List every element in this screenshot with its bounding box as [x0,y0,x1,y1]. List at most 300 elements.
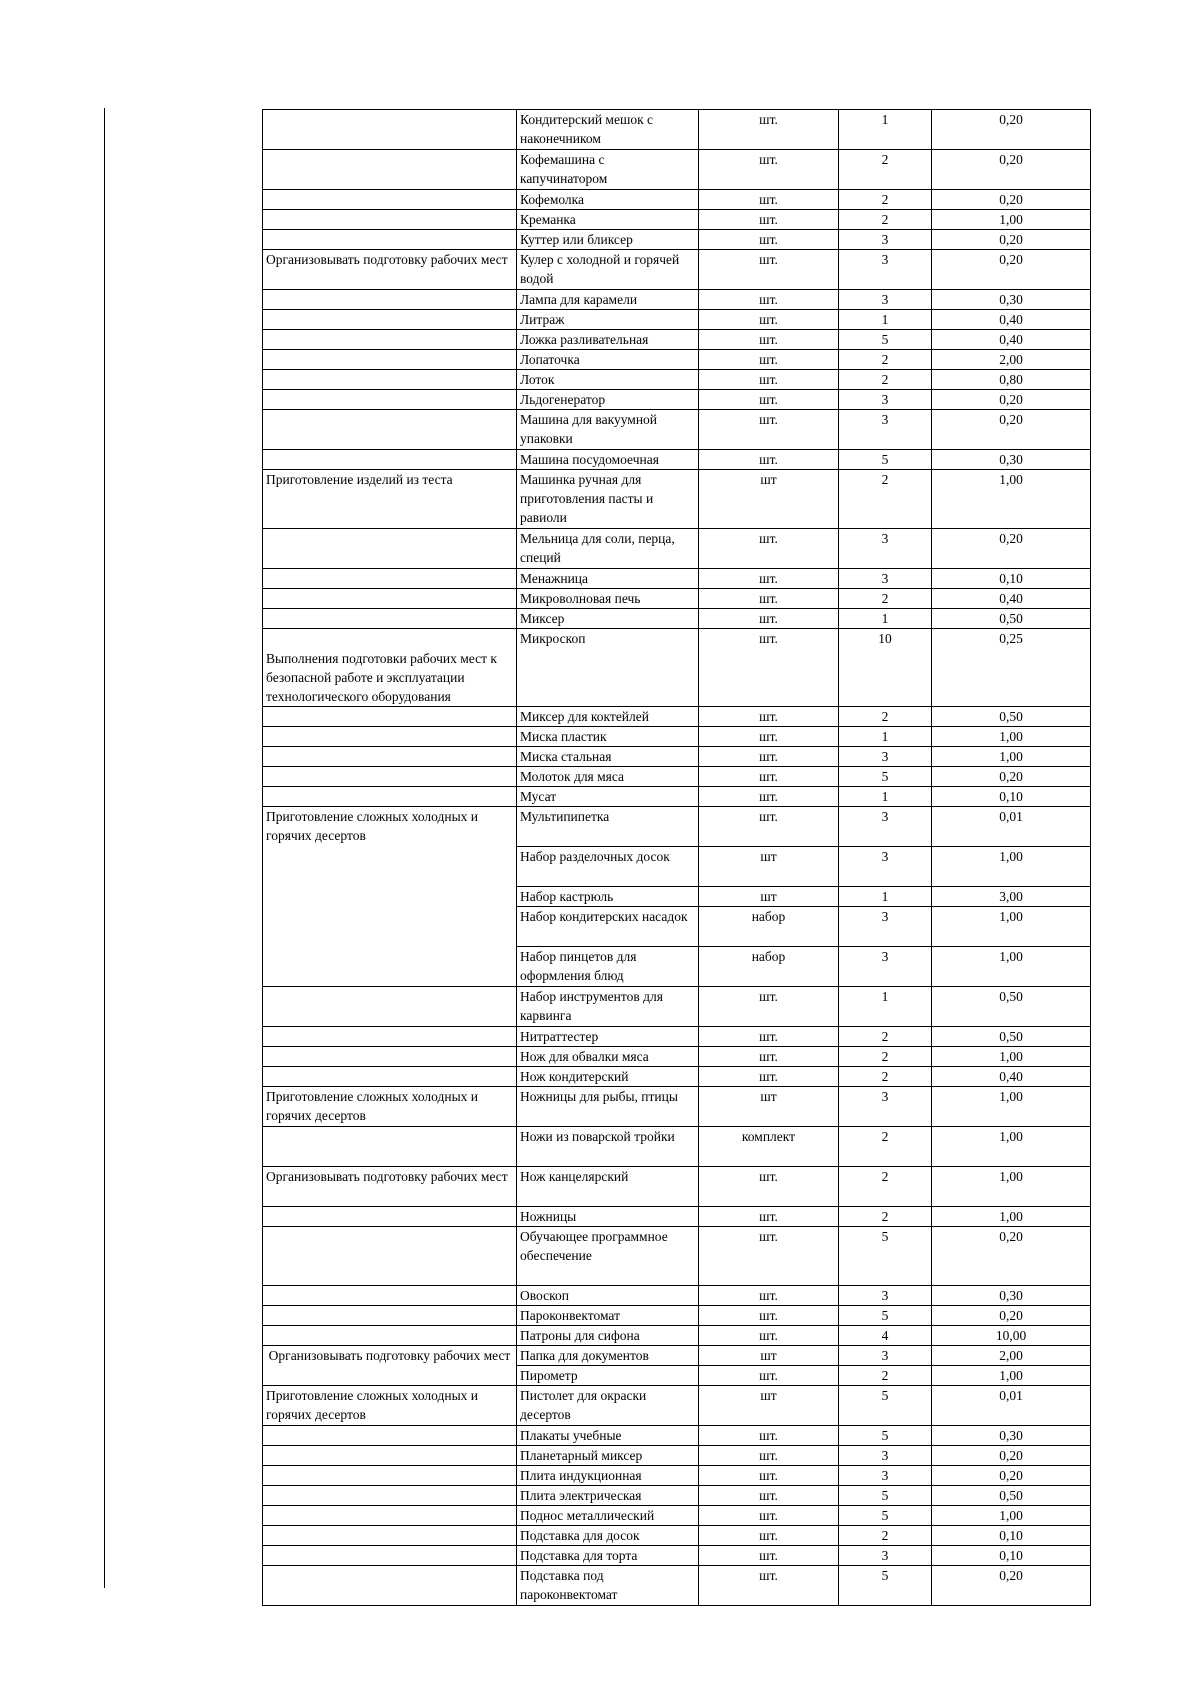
item-name-cell: Миксер для коктейлей [517,707,699,727]
unit-cell: набор [699,907,839,947]
competency-cell [263,1506,517,1526]
quantity-cell: 5 [839,1386,932,1426]
unit-cell: шт [699,887,839,907]
quantity-cell: 1 [839,727,932,747]
quantity-cell: 3 [839,1446,932,1466]
table-row [263,569,1091,589]
table-row [263,1566,1091,1606]
item-name-cell: Пирометр [517,1366,699,1386]
unit-cell: шт. [699,1466,839,1486]
competency-cell [263,1446,517,1466]
norm-cell: 1,00 [932,1047,1091,1067]
table-row [263,210,1091,230]
item-name-cell: Мусат [517,787,699,807]
quantity-cell: 2 [839,589,932,609]
item-name-cell: Машина посудомоечная [517,450,699,470]
competency-cell [263,1326,517,1346]
competency-cell [263,210,517,230]
unit-cell: шт. [699,110,839,150]
norm-cell: 0,40 [932,589,1091,609]
norm-cell: 0,10 [932,1526,1091,1546]
quantity-cell: 2 [839,1047,932,1067]
quantity-cell: 3 [839,747,932,767]
norm-cell: 0,50 [932,1486,1091,1506]
competency-cell: Организовывать подготовку рабочих мест [263,1346,517,1386]
unit-cell: шт. [699,1366,839,1386]
equipment-table [262,109,1091,1606]
item-name-cell: Патроны для сифона [517,1326,699,1346]
norm-cell: 1,00 [932,947,1091,987]
norm-cell: 1,00 [932,1087,1091,1127]
quantity-cell: 1 [839,887,932,907]
table-row [263,807,1091,847]
table-row [263,110,1091,150]
competency-cell [263,310,517,330]
competency-cell [263,589,517,609]
competency-cell [263,747,517,767]
quantity-cell: 5 [839,1486,932,1506]
item-name-cell: Нож канцелярский [517,1167,699,1207]
competency-cell [263,707,517,727]
unit-cell: шт. [699,707,839,727]
competency-cell [263,350,517,370]
competency-cell [263,410,517,450]
norm-cell: 0,10 [932,569,1091,589]
competency-cell: Приготовление сложных холодных и горячих десертов [263,1386,517,1426]
table-row [263,1486,1091,1506]
norm-cell: 0,20 [932,410,1091,450]
quantity-cell: 4 [839,1326,932,1346]
competency-cell: Организовывать подготовку рабочих мест [263,1167,517,1207]
competency-cell [263,390,517,410]
competency-cell [263,1466,517,1486]
table-row [263,987,1091,1027]
unit-cell: шт. [699,230,839,250]
norm-cell: 1,00 [932,1506,1091,1526]
norm-cell: 0,20 [932,190,1091,210]
competency-cell [263,787,517,807]
table-row [263,390,1091,410]
unit-cell: набор [699,947,839,987]
item-name-cell: Ложка разливательная [517,330,699,350]
quantity-cell: 3 [839,847,932,887]
item-name-cell: Микроволновая печь [517,589,699,609]
norm-cell: 0,30 [932,450,1091,470]
table-row [263,150,1091,190]
unit-cell: шт. [699,629,839,707]
item-name-cell: Плакаты учебные [517,1426,699,1446]
unit-cell: шт. [699,330,839,350]
competency-cell [263,767,517,787]
quantity-cell: 3 [839,807,932,847]
quantity-cell: 1 [839,609,932,629]
norm-cell: 1,00 [932,747,1091,767]
competency-cell [263,1566,517,1606]
unit-cell: шт. [699,569,839,589]
norm-cell: 1,00 [932,470,1091,529]
norm-cell: 0,20 [932,1466,1091,1486]
table-row [263,1207,1091,1227]
unit-cell: комплект [699,1127,839,1167]
item-name-cell: Пароконвектомат [517,1306,699,1326]
competency-cell [263,569,517,589]
item-name-cell: Набор пинцетов для оформления блюд [517,947,699,987]
table-row [263,1426,1091,1446]
norm-cell: 2,00 [932,350,1091,370]
quantity-cell: 3 [839,1087,932,1127]
quantity-cell: 3 [839,569,932,589]
quantity-cell: 3 [839,290,932,310]
norm-cell: 0,20 [932,150,1091,190]
quantity-cell: 3 [839,529,932,569]
norm-cell: 0,20 [932,110,1091,150]
unit-cell: шт. [699,390,839,410]
table-row [263,747,1091,767]
norm-cell: 1,00 [932,1167,1091,1207]
table-row [263,1286,1091,1306]
unit-cell: шт. [699,1306,839,1326]
unit-cell: шт. [699,1027,839,1047]
unit-cell: шт. [699,210,839,230]
item-name-cell: Машина для вакуумной упаковки [517,410,699,450]
table-row [263,1506,1091,1526]
unit-cell: шт [699,1346,839,1366]
table-row [263,410,1091,450]
unit-cell: шт. [699,350,839,370]
unit-cell: шт. [699,807,839,847]
table-row [263,190,1091,210]
norm-cell: 0,20 [932,1227,1091,1286]
quantity-cell: 2 [839,707,932,727]
quantity-cell: 1 [839,310,932,330]
unit-cell: шт. [699,787,839,807]
norm-cell: 1,00 [932,1207,1091,1227]
table-row [263,767,1091,787]
competency-cell [263,987,517,1027]
competency-cell [263,1526,517,1546]
competency-cell [263,1027,517,1047]
item-name-cell: Пистолет для окраски десертов [517,1386,699,1426]
table-row [263,1546,1091,1566]
norm-cell: 0,10 [932,787,1091,807]
unit-cell: шт. [699,589,839,609]
unit-cell: шт [699,1386,839,1426]
quantity-cell: 5 [839,1306,932,1326]
item-name-cell: Подставка для досок [517,1526,699,1546]
quantity-cell: 1 [839,987,932,1027]
unit-cell: шт. [699,1227,839,1286]
competency-cell [263,1127,517,1167]
unit-cell: шт. [699,529,839,569]
table-row [263,1346,1091,1366]
page-margin-line [104,108,105,1588]
quantity-cell: 3 [839,947,932,987]
item-name-cell: Миска пластик [517,727,699,747]
norm-cell: 0,20 [932,230,1091,250]
norm-cell: 0,20 [932,1306,1091,1326]
item-name-cell: Нож кондитерский [517,1067,699,1087]
item-name-cell: Мультипипетка [517,807,699,847]
quantity-cell: 3 [839,1466,932,1486]
item-name-cell: Набор кондитерских насадок [517,907,699,947]
norm-cell: 1,00 [932,907,1091,947]
quantity-cell: 2 [839,1167,932,1207]
competency-cell: Приготовление сложных холодных и горячих десертов [263,807,517,987]
competency-cell [263,1546,517,1566]
quantity-cell: 1 [839,787,932,807]
quantity-cell: 2 [839,190,932,210]
item-name-cell: Поднос металлический [517,1506,699,1526]
item-name-cell: Набор инструментов для карвинга [517,987,699,1027]
quantity-cell: 5 [839,1227,932,1286]
table-row [263,1466,1091,1486]
competency-cell [263,190,517,210]
table-row [263,290,1091,310]
unit-cell: шт. [699,450,839,470]
unit-cell: шт. [699,1486,839,1506]
quantity-cell: 2 [839,1366,932,1386]
item-name-cell: Набор кастрюль [517,887,699,907]
table-row [263,1067,1091,1087]
norm-cell: 0,20 [932,250,1091,290]
norm-cell: 3,00 [932,887,1091,907]
unit-cell: шт. [699,1286,839,1306]
table-row [263,1127,1091,1167]
quantity-cell: 3 [839,390,932,410]
norm-cell: 0,20 [932,767,1091,787]
table-row [263,1047,1091,1067]
table-row [263,1027,1091,1047]
norm-cell: 0,30 [932,1426,1091,1446]
table-row [263,350,1091,370]
item-name-cell: Ножи из поварской тройки [517,1127,699,1167]
quantity-cell: 2 [839,1027,932,1047]
table-row [263,1227,1091,1286]
table-row [263,609,1091,629]
item-name-cell: Лоток [517,370,699,390]
quantity-cell: 2 [839,1207,932,1227]
competency-cell [263,1207,517,1227]
competency-cell [263,110,517,150]
item-name-cell: Креманка [517,210,699,230]
competency-cell [263,1306,517,1326]
quantity-cell: 2 [839,1526,932,1546]
quantity-cell: 5 [839,1506,932,1526]
unit-cell: шт. [699,310,839,330]
unit-cell: шт. [699,1506,839,1526]
norm-cell: 0,20 [932,529,1091,569]
quantity-cell: 5 [839,1566,932,1606]
competency-cell [263,1286,517,1306]
competency-cell [263,290,517,310]
norm-cell: 0,20 [932,1446,1091,1466]
item-name-cell: Папка для документов [517,1346,699,1366]
item-name-cell: Лопаточка [517,350,699,370]
table-row [263,370,1091,390]
item-name-cell: Литраж [517,310,699,330]
table-row [263,1386,1091,1426]
norm-cell: 0,50 [932,1027,1091,1047]
norm-cell: 0,10 [932,1546,1091,1566]
item-name-cell: Микроскоп [517,629,699,707]
item-name-cell: Плита электрическая [517,1486,699,1506]
table-row [263,1087,1091,1127]
item-name-cell: Кулер с холодной и горячей водой [517,250,699,290]
competency-cell: Организовывать подготовку рабочих мест [263,250,517,290]
norm-cell: 0,25 [932,629,1091,707]
item-name-cell: Куттер или бликсер [517,230,699,250]
table-row [263,589,1091,609]
quantity-cell: 5 [839,450,932,470]
norm-cell: 0,40 [932,310,1091,330]
table-row [263,450,1091,470]
competency-cell [263,330,517,350]
competency-cell [263,370,517,390]
norm-cell: 1,00 [932,210,1091,230]
unit-cell: шт. [699,987,839,1027]
unit-cell: шт. [699,250,839,290]
unit-cell: шт. [699,1426,839,1446]
competency-cell [263,1067,517,1087]
table-row [263,707,1091,727]
quantity-cell: 5 [839,767,932,787]
quantity-cell: 3 [839,1346,932,1366]
norm-cell: 0,80 [932,370,1091,390]
unit-cell: шт. [699,767,839,787]
unit-cell: шт. [699,190,839,210]
competency-cell: Приготовление изделий из теста [263,470,517,529]
quantity-cell: 2 [839,1067,932,1087]
quantity-cell: 10 [839,629,932,707]
norm-cell: 0,50 [932,707,1091,727]
quantity-cell: 2 [839,370,932,390]
item-name-cell: Нитраттестер [517,1027,699,1047]
competency-cell [263,1426,517,1446]
quantity-cell: 3 [839,907,932,947]
quantity-cell: 2 [839,350,932,370]
table-row [263,1326,1091,1346]
quantity-cell: 3 [839,1286,932,1306]
quantity-cell: 2 [839,470,932,529]
item-name-cell: Миксер [517,609,699,629]
norm-cell: 0,01 [932,1386,1091,1426]
unit-cell: шт. [699,1526,839,1546]
competency-cell [263,450,517,470]
quantity-cell: 1 [839,110,932,150]
item-name-cell: Миска стальная [517,747,699,767]
competency-cell [263,609,517,629]
item-name-cell: Мельница для соли, перца, специй [517,529,699,569]
unit-cell: шт. [699,1566,839,1606]
item-name-cell: Нож для обвалки мяса [517,1047,699,1067]
table-row [263,1167,1091,1207]
unit-cell: шт [699,1087,839,1127]
table-row [263,787,1091,807]
norm-cell: 1,00 [932,1127,1091,1167]
item-name-cell: Менажница [517,569,699,589]
unit-cell: шт. [699,1047,839,1067]
norm-cell: 0,20 [932,1566,1091,1606]
competency-cell [263,150,517,190]
item-name-cell: Планетарный миксер [517,1446,699,1466]
item-name-cell: Подставка под пароконвектомат [517,1566,699,1606]
competency-cell [263,1486,517,1506]
item-name-cell: Льдогенератор [517,390,699,410]
norm-cell: 0,40 [932,330,1091,350]
competency-cell [263,1227,517,1286]
quantity-cell: 3 [839,250,932,290]
norm-cell: 10,00 [932,1326,1091,1346]
norm-cell: 1,00 [932,847,1091,887]
table-row [263,1306,1091,1326]
item-name-cell: Кондитерский мешок с наконечником [517,110,699,150]
table-row [263,629,1091,707]
quantity-cell: 5 [839,1426,932,1446]
norm-cell: 0,30 [932,1286,1091,1306]
item-name-cell: Машинка ручная для приготовления пасты и равиоли [517,470,699,529]
item-name-cell: Молоток для мяса [517,767,699,787]
table-row [263,470,1091,529]
unit-cell: шт. [699,609,839,629]
norm-cell: 0,20 [932,390,1091,410]
item-name-cell: Ножницы [517,1207,699,1227]
quantity-cell: 2 [839,1127,932,1167]
unit-cell: шт. [699,1546,839,1566]
table-row [263,1526,1091,1546]
item-name-cell: Ножницы для рыбы, птицы [517,1087,699,1127]
unit-cell: шт. [699,370,839,390]
table-row [263,529,1091,569]
item-name-cell: Набор разделочных досок [517,847,699,887]
norm-cell: 0,50 [932,609,1091,629]
unit-cell: шт [699,847,839,887]
unit-cell: шт [699,470,839,529]
unit-cell: шт. [699,747,839,767]
unit-cell: шт. [699,290,839,310]
table-row [263,230,1091,250]
unit-cell: шт. [699,1207,839,1227]
quantity-cell: 2 [839,210,932,230]
item-name-cell: Подставка для торта [517,1546,699,1566]
competency-cell [263,230,517,250]
equipment-table-body [263,110,1091,1606]
competency-cell [263,529,517,569]
item-name-cell: Кофемашина с капучинатором [517,150,699,190]
competency-cell: Выполнения подготовки рабочих мест к безопасной работе и эксплуатации технологического оборудования [263,629,517,707]
norm-cell: 1,00 [932,727,1091,747]
unit-cell: шт. [699,1067,839,1087]
competency-cell: Приготовление сложных холодных и горячих десертов [263,1087,517,1127]
unit-cell: шт. [699,410,839,450]
item-name-cell: Плита индукционная [517,1466,699,1486]
quantity-cell: 3 [839,230,932,250]
quantity-cell: 5 [839,330,932,350]
norm-cell: 1,00 [932,1366,1091,1386]
unit-cell: шт. [699,1167,839,1207]
quantity-cell: 2 [839,150,932,190]
norm-cell: 2,00 [932,1346,1091,1366]
table-row [263,1446,1091,1466]
norm-cell: 0,50 [932,987,1091,1027]
unit-cell: шт. [699,150,839,190]
table-row [263,250,1091,290]
quantity-cell: 3 [839,410,932,450]
norm-cell: 0,01 [932,807,1091,847]
competency-cell [263,727,517,747]
item-name-cell: Обучающее программное обеспечение [517,1227,699,1286]
item-name-cell: Овоскоп [517,1286,699,1306]
table-row [263,310,1091,330]
